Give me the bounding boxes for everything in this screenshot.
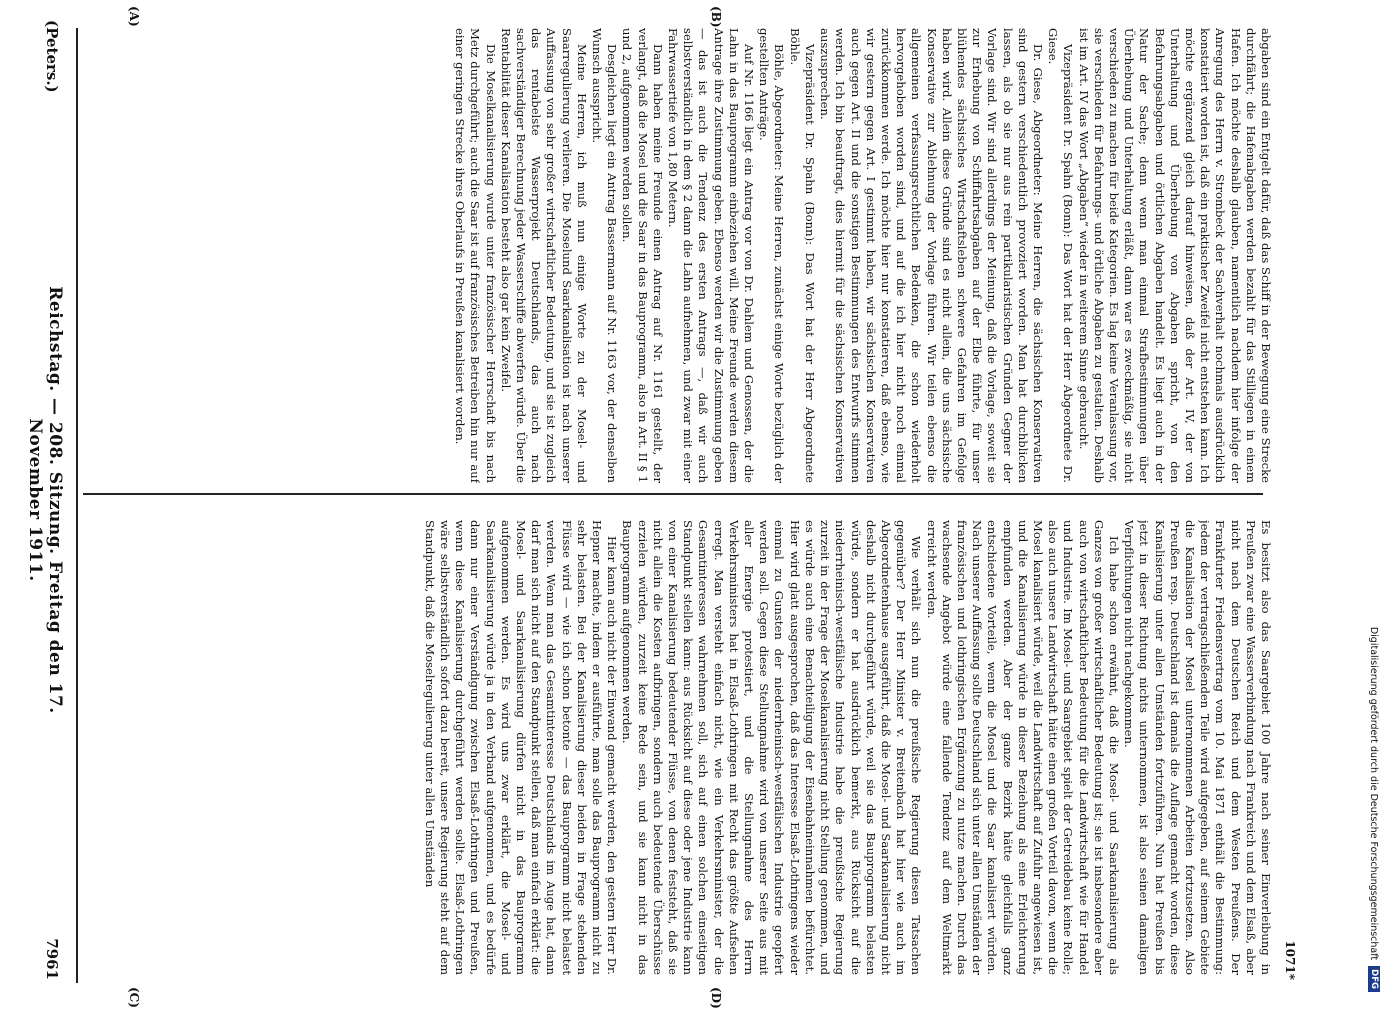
- right-column: [88, 520, 1273, 975]
- left-column: [88, 28, 1273, 483]
- margin-marker-c: (C): [127, 987, 141, 1008]
- speaker-tag: (Peters.): [43, 20, 61, 93]
- column-divider: [83, 493, 1263, 495]
- dfg-logo-icon: DFG: [1368, 966, 1380, 992]
- paragraph: Böhle, Abgeordneter: Meine Herren, zunächst einige Worte bezüglich der gestellten Anträge.: [757, 28, 787, 483]
- paragraph: Ich habe schon erwähnt, daß die Mosel- und Saarkanalisierung als Ganzes von großer wirtschaftlicher Bedeutung ist; sie ist insbesondere aber auch von wirtschaftlicher Bedeutung für die Landwirtschaft wie für Handel und Industrie. Im Mosel- und Saargebiet spielt der Getreidebau keine Rolle; also auch unsere Landwirtschaft hätte einen großen Vorteil davon, wenn die Mosel kanalisiert würde, weil die Landwirtschaft auf Zufuhr angewiesen ist, und die Kanalisierung würde in dieser Beziehung als eine Erleichterung empfunden werden. Aber der ganze Bezirk hätte gleichfalls ganz entschiedene Vorteile, wenn die Mosel und die Saar kanalisiert würden. Nach unserer Auffassung sollte Deutschland sich unter allen Umständen der französischen und lothringischen Ergänzung zu nutze machen. Durch das wachsende Angebot würde eine fallende Tendenz auf dem Weltmarkt erreicht werden.: [924, 520, 1121, 975]
- margin-marker-d: (D): [709, 987, 723, 1009]
- margin-marker-a: (A): [127, 6, 141, 27]
- paragraph: Es besitzt also das Saargebiet 100 Jahre nach seiner Einverleibung in Preußen zwar eine Wasserverbindung nach Frankreich und dem Elsaß, aber nicht nach dem Deutschen Reich und dem Westen Preußens. Der Frankfurter Friedensvertrag vom 10. Mai 1871 enthält die Bestimmung: jedem der vertragschließenden Teile wird aufgegeben, auf seinem Gebiete die Kanalisation der Mosel unternommenen Arbeiten fortzusetzen. Also Preußen resp. Deutschland ist damals die Auflage gemacht worden, diese Kanalisierung unter allen Umständen fortzuführen. Nun hat Preußen bis jetzt in dieser Richtung nichts unternommen, ist also seinen damaligen Verpflichtungen nicht nachgekommen.: [1122, 520, 1273, 975]
- page-number: 7961: [43, 938, 61, 980]
- paragraph: Wie verhält sich nun die preußische Regierung diesen Tatsachen gegenüber? Der Herr Minister v. Breitenbach hat hier wie auch im Abgeordnetenhause ausgeführt, daß die Mosel- und Saarkanalisierung nicht deshalb nicht durchgeführt würde, weil sie das Bauprogramm belasten würde, sondern er hat ausdrücklich bemerkt, aus Rücksicht auf die niederrheinisch-westfälische Industrie habe die preußische Regierung zurzeit in der Frage der Moselkanalisierung nicht Stellung genommen, und es würde auch eine Benachteiligung der Eisenbahneinnahmen befürchtet. Hier wird glatt ausgesprochen, daß das Interesse Elsaß-Lothringens wieder einmal zu Gunsten der niederrheinisch-westfälischen Industrie geopfert werden soll. Gegen diese Stellungnahme wird von unserer Seite aus mit aller Energie protestiert, und die Stellungnahme des Herrn Verkehrsministers hat in Elsaß-Lothringen mit Recht das größte Aufsehen erregt. Man versteht einfach nicht, wie ein Verkehrsminister, der die Gesamtinteressen wahrnehmen soll, sich auf einen solchen einseitigen Standpunkt stellen kann: aus Rücksicht auf diese oder jene Industrie kann von einer Kanalisierung bedeutender Flüsse, von denen feststeht, daß sie nicht allein die Kosten aufbringen, sondern auch bedeutende Überschüsse erzielen würden, zurzeit keine Rede sein, und sie kann nicht in das Bauprogramm aufgenommen werden.: [620, 520, 924, 975]
- digitization-credit: [1365, 0, 1383, 1000]
- header-rule: [76, 28, 78, 983]
- paragraph: Desgleichen liegt ein Antrag Bassermann auf Nr. 1163 vor, der denselben Wunsch ausspricht.: [590, 28, 620, 483]
- paragraph: Die Moselkanalisierung wurde unter französischer Herrschaft bis nach Metz durchgeführt; auch die Saar ist auf französisches Betreiben hin nur auf einer geringen Strecke ihres Oberlaufs in Preußen kanalisiert worden.: [453, 28, 498, 483]
- paragraph: Auf Nr. 1166 liegt ein Antrag vor von Dr. Dahlem und Genossen, der die Lahn in das Bauprogramm einbeziehen will. Meine Freunde werden diesem Antrage ihre Zustimmung geben. Ebenso werden wir die Zustimmung geben — das ist auch die Tendenz des ersten Antrags —, daß wir auch selbstverständlich in dem § 2 dann die Lahn aufnehmen, und zwar mit einer Fahrwassertiefe von 1,80 Metern.: [666, 28, 757, 483]
- paragraph: Vizepräsident Dr. Spahn (Bonn): Das Wort hat der Herr Abgeordnete Dr. Giese.: [1046, 28, 1076, 483]
- paragraph: abgaben sind ein Entgelt dafür, daß das Schiff in der Bewegung eine Strecke durchfährt; die Hafenabgaben werden bezahlt für das Stilliegen in einem Hafen. Ich möchte deshalb glauben, namentlich nachdem hier infolge der Anregung des Herrn v. Strombeck der Sachverhalt nochmals ausdrücklich konstatiert worden ist, daß ein praktischer Zweifel nicht entstehen kann. Ich möchte ergänzend gleich darauf hinweisen, daß der Art. IV, der von Unterhaltung und Überhebung von Abgaben spricht, von den Befahrungsabgaben und örtlichen Abgaben handelt. Es liegt auch in der Natur der Sache; denn wenn man einmal Strafbestimmungen über Überhebung und Unterhaltung erläßt, dann war es zweckmäßig, sie nicht verschieden zu machen für beide Kategorien. Es lag keine Veranlassung vor, sie verschieden für Befahrungs- und örtliche Abgaben zu gestalten. Deshalb ist im Art. IV das Wort „Abgaben“ wieder in weiterem Sinne gebraucht.: [1076, 28, 1273, 483]
- paragraph: Vizepräsident Dr. Spahn (Bonn): Das Wort hat der Herr Abgeordnete Böhle.: [787, 28, 817, 483]
- page-title: Reichstag. — 208. Sitzung. Freitag den 17. November 1911.: [25, 286, 65, 714]
- paragraph: Meine Herren, ich muß nun einige Worte zu der Mosel- und Saarregulierung verlieren. Die Moselund Saarkanalisation ist nach unserer Auffassung von sehr großer wirtschaftlicher Bedeutung, und sie ist zugleich das rentabelste Wasserprojekt Deutschlands, das auch nach sachverständiger Berechnung jeder Wasserschiffe abwerfen würde. Über die Rentabilität dieser Kanalisation besteht also gar kein Zweifel.: [498, 28, 589, 483]
- margin-marker-b: (B): [709, 6, 723, 28]
- sheet-number: 1071*: [1283, 940, 1297, 980]
- credit-text: Digitalisierung gefördert durch die Deutsche Forschungsgemeinschaft: [1368, 626, 1380, 961]
- paragraph: Hier kann auch nicht der Einwand gemacht werden, den gestern Herr Dr. Hepner machte, indem er ausführte, man solle das Bauprogramm nicht zu sehr belasten. Bei der Kanalisierung dieser beiden in Frage stehenden Flüsse wird — wie ich schon betonte — das Bauprogramm nicht belastet werden. Wenn man das Gesamtinteresse Deutschlands im Auge hat, dann darf man sich nicht auf den Standpunkt stellen, daß man einfach erklärt: die Mosel- und Saarkanalisierung dürfen nicht in das Bauprogramm aufgenommen werden. Es wird uns zwar erklärt, die Mosel- und Saarkanalisierung würde ja in den Verband aufgenommen, und es bedürfe dann nur einer Verständigung zwischen Elsaß-Lothringen und Preußen, wenn diese Kanalisierung durchgeführt werden sollte. Elsaß-Lothringen wäre selbstverständlich sofort dazu bereit, unsere Regierung steht auf dem Standpunkt, daß die Moselregulierung unter allen Umständen: [422, 520, 620, 975]
- paragraph: Dr. Giese, Abgeordneter: Meine Herren, die sächsischen Konservativen sind gestern verschiedentlich provoziert worden. Man hat durchblicken lassen, als ob sie nur aus rein partikularistischen Gründen Gegner der Vorlage sind. Wir sind allerdings der Meinung, daß die Vorlage, soweit sie zur Erhebung von Schiffahrtsabgaben auf der Elbe führte, für unser blühendes sächsisches Wirtschaftsleben schwere Gefahren im Gefolge haben wird. Allein diese Gründe sind es nicht allein, die uns sächsische Konservative zur Ablehnung der Vorlage führen. Wir teilen ebenso die allgemeinen verfassungsrechtlichen Bedenken, die schon wiederholt hervorgehoben worden sind, und auf die ich hier nicht noch einmal zurückkommen werde. Ich möchte hier nur konstatieren, daß ebenso, wie wir gestern gegen Art. I gestimmt haben, wir sächsischen Konservativen auch gegen Art. II und die sonstigen Bestimmungen des Entwurfs stimmen werden. Ich bin beauftragt, dies hiermit für die sächsischen Konservativen auszusprechen.: [818, 28, 1045, 483]
- paragraph: Dann haben meine Freunde einen Antrag auf Nr. 1161 gestellt, der verlangt, daß die Mosel und die Saar in das Bauprogramm, also in Art. II § 1 und 2, aufgenommen werden sollen.: [620, 28, 665, 483]
